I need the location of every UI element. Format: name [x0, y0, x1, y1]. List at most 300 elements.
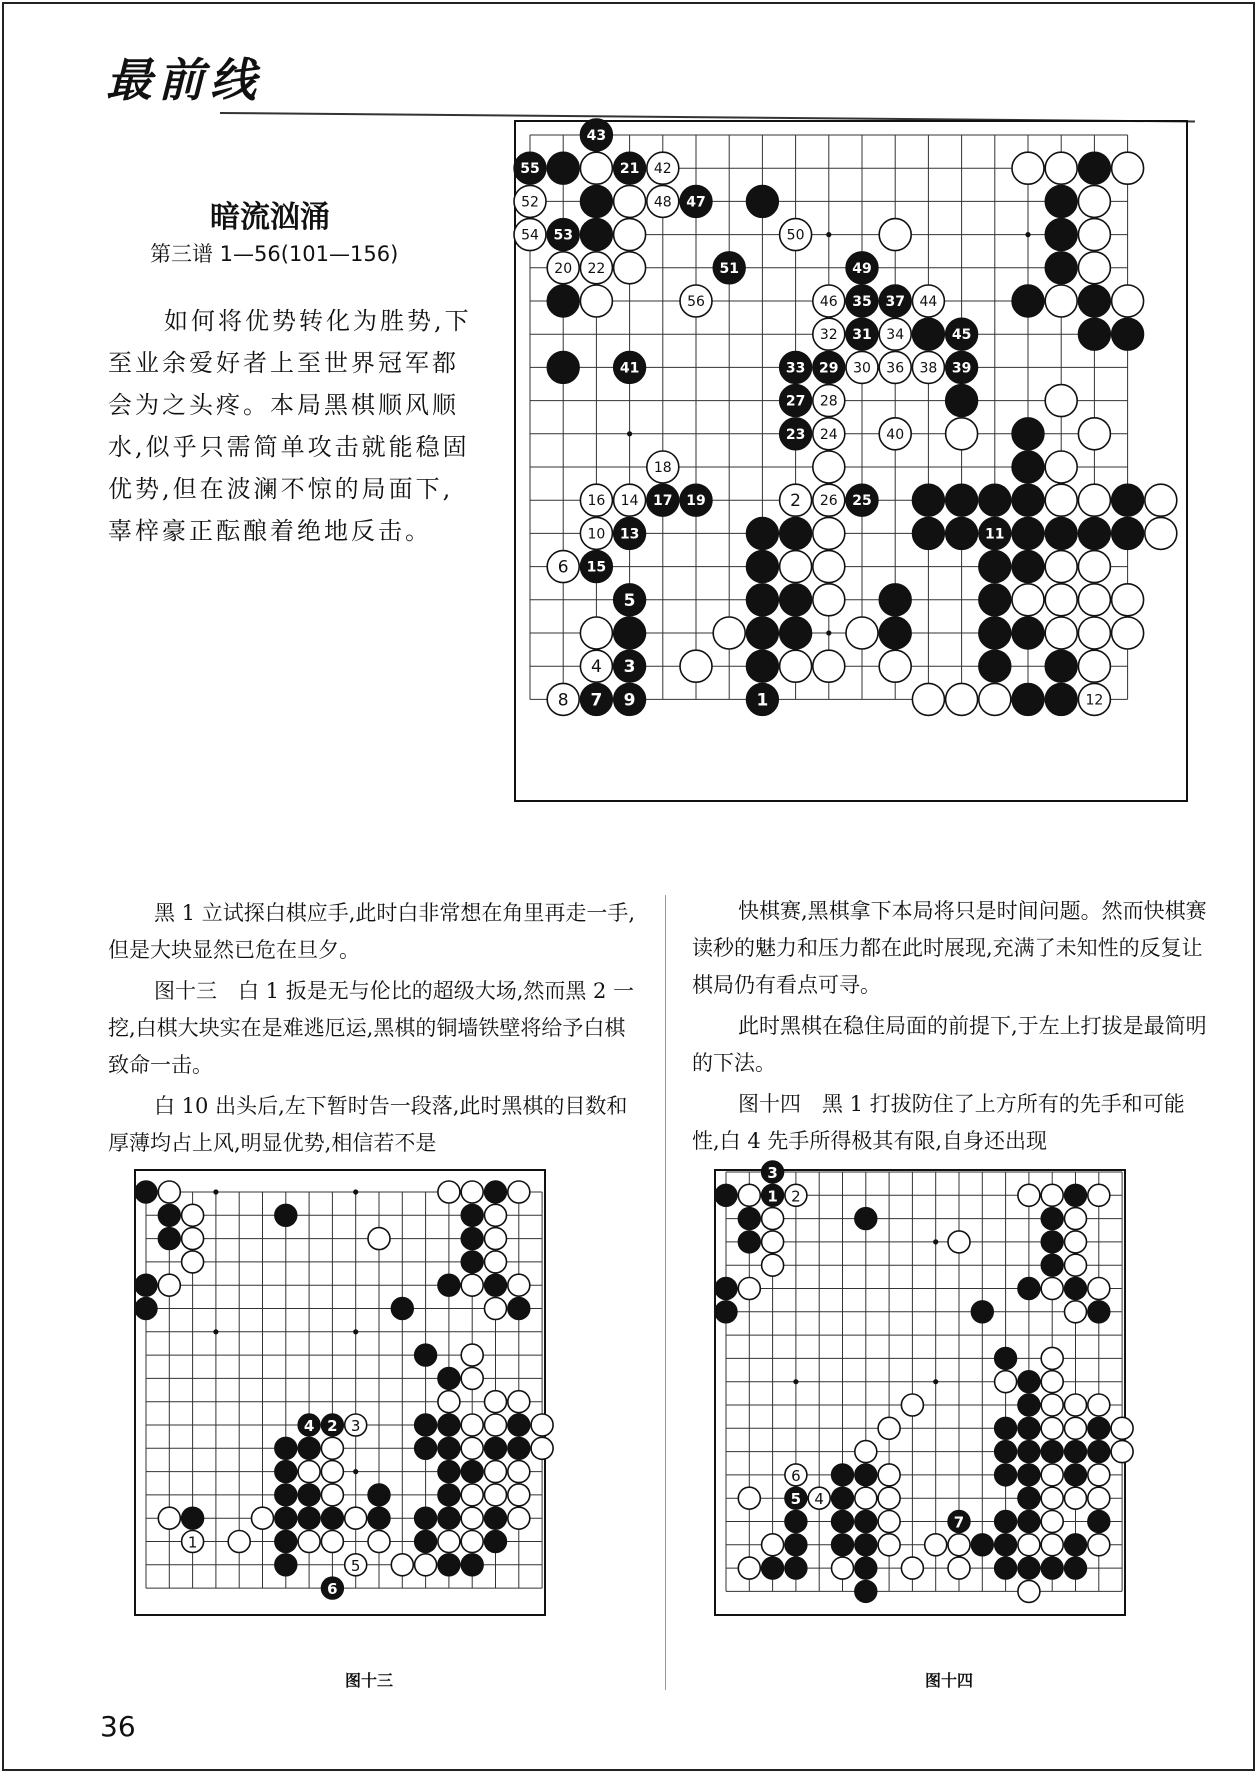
black-stone — [438, 1554, 460, 1576]
move-number: 34 — [886, 327, 905, 344]
white-stone — [508, 1391, 530, 1413]
black-stone — [1045, 650, 1077, 682]
move-number: 2 — [791, 1187, 801, 1206]
white-stone — [485, 1391, 507, 1413]
move-number: 49 — [852, 260, 872, 277]
black-stone — [438, 1507, 460, 1529]
white-stone — [182, 1204, 204, 1226]
white-stone — [461, 1181, 483, 1203]
white-stone — [680, 285, 712, 317]
black-stone — [855, 1580, 877, 1602]
move-number: 33 — [785, 360, 806, 377]
white-stone — [925, 1534, 947, 1556]
white-stone — [228, 1531, 250, 1553]
article-title: 暗流汹涌 — [210, 200, 330, 235]
move-number: 11 — [985, 526, 1005, 543]
black-stone — [1065, 1278, 1087, 1300]
white-stone — [879, 351, 911, 383]
white-stone — [345, 1507, 367, 1529]
white-stone — [879, 318, 911, 350]
black-stone — [746, 650, 778, 682]
white-stone — [614, 484, 646, 516]
black-stone — [275, 1484, 297, 1506]
white-stone — [1065, 1417, 1087, 1439]
black-stone — [879, 285, 911, 317]
white-stone — [1065, 1208, 1087, 1230]
white-stone — [912, 683, 944, 715]
black-stone — [813, 351, 845, 383]
white-stone — [1045, 484, 1077, 516]
white-stone — [1111, 1441, 1133, 1463]
white-stone — [901, 1394, 923, 1416]
white-stone — [808, 1487, 830, 1509]
column-divider — [665, 895, 666, 1690]
white-stone — [878, 1417, 900, 1439]
black-stone — [1018, 1278, 1040, 1300]
move-number: 7 — [953, 1513, 965, 1532]
white-stone — [580, 252, 612, 284]
white-stone — [1078, 584, 1110, 616]
black-stone — [846, 484, 878, 516]
black-stone — [547, 351, 579, 383]
white-stone — [1065, 1394, 1087, 1416]
black-stone — [580, 551, 612, 583]
white-stone — [1018, 1184, 1040, 1206]
white-stone — [846, 617, 878, 649]
move-number: 14 — [620, 493, 639, 510]
white-stone — [1041, 1278, 1063, 1300]
white-stone — [1112, 584, 1144, 616]
black-stone — [1088, 1511, 1110, 1533]
black-stone — [1012, 517, 1044, 549]
move-number: 30 — [853, 360, 871, 377]
black-stone — [508, 1414, 530, 1436]
black-stone — [321, 1577, 343, 1599]
white-stone — [1145, 484, 1177, 516]
white-stone — [1041, 1487, 1063, 1509]
move-number: 20 — [554, 260, 573, 277]
black-stone — [746, 517, 778, 549]
white-stone — [485, 1251, 507, 1273]
black-stone — [946, 351, 978, 383]
black-stone — [275, 1461, 297, 1483]
star-point — [353, 1329, 358, 1334]
black-stone — [1078, 285, 1110, 317]
black-stone — [368, 1484, 390, 1506]
white-stone — [738, 1557, 760, 1579]
white-stone — [1041, 1417, 1063, 1439]
black-stone — [855, 1511, 877, 1533]
black-stone — [485, 1507, 507, 1529]
white-stone — [1065, 1487, 1087, 1509]
white-stone — [580, 617, 612, 649]
black-stone — [979, 517, 1011, 549]
white-stone — [461, 1531, 483, 1553]
white-stone — [813, 418, 845, 450]
move-number: 6 — [791, 1466, 801, 1485]
black-stone — [995, 1417, 1017, 1439]
black-stone — [1088, 1441, 1110, 1463]
black-stone — [746, 683, 778, 715]
article-subtitle: 第三谱 1—56(101—156) — [150, 242, 399, 266]
white-stone — [1045, 285, 1077, 317]
black-stone — [438, 1461, 460, 1483]
white-stone — [321, 1484, 343, 1506]
black-stone — [995, 1557, 1017, 1579]
move-number: 10 — [587, 526, 606, 543]
white-stone — [182, 1251, 204, 1273]
white-stone — [508, 1461, 530, 1483]
white-stone — [780, 484, 812, 516]
black-stone — [995, 1534, 1017, 1556]
black-stone — [1012, 285, 1044, 317]
move-number: 48 — [653, 194, 672, 211]
black-stone — [1018, 1417, 1040, 1439]
white-stone — [995, 1371, 1017, 1393]
black-stone — [946, 318, 978, 350]
white-stone — [614, 219, 646, 251]
white-stone — [1088, 1464, 1110, 1486]
white-stone — [1045, 584, 1077, 616]
black-stone — [832, 1511, 854, 1533]
black-stone — [1112, 484, 1144, 516]
white-stone — [1088, 1184, 1110, 1206]
black-stone — [746, 617, 778, 649]
move-number: 15 — [586, 559, 607, 576]
move-number: 28 — [819, 393, 838, 410]
white-stone — [1018, 1580, 1040, 1602]
white-stone — [321, 1461, 343, 1483]
black-stone — [298, 1414, 320, 1436]
black-stone — [438, 1437, 460, 1459]
white-stone — [846, 351, 878, 383]
move-number: 7 — [590, 690, 603, 711]
white-stone — [785, 1464, 807, 1486]
black-stone — [785, 1487, 807, 1509]
black-stone — [415, 1414, 437, 1436]
black-stone — [780, 418, 812, 450]
black-stone — [832, 1534, 854, 1556]
white-stone — [901, 1557, 923, 1579]
black-stone — [713, 252, 745, 284]
page-number: 36 — [100, 1710, 136, 1743]
black-stone — [461, 1251, 483, 1273]
white-stone — [1078, 418, 1110, 450]
black-stone — [368, 1507, 390, 1529]
white-stone — [1145, 517, 1177, 549]
white-stone — [813, 451, 845, 483]
black-stone — [1088, 1417, 1110, 1439]
white-stone — [298, 1531, 320, 1553]
paragraph: 此时黑棋在稳住局面的前提下,于左上打拔是最简明的下法。 — [692, 1014, 1207, 1075]
black-stone — [832, 1464, 854, 1486]
star-point — [213, 1329, 218, 1334]
white-stone — [1045, 152, 1077, 184]
paragraph: 白 10 出头后,左下暂时告一段落,此时黑棋的目数和厚薄均占上风,明显优势,相信若不是 — [108, 1094, 628, 1155]
white-stone — [1041, 1184, 1063, 1206]
star-point — [353, 1469, 358, 1474]
black-stone — [275, 1554, 297, 1576]
move-number: 5 — [350, 1556, 361, 1575]
black-stone — [946, 385, 978, 417]
move-number: 9 — [623, 690, 636, 711]
white-stone — [321, 1531, 343, 1553]
move-number: 4 — [814, 1490, 824, 1509]
white-stone — [813, 584, 845, 616]
white-stone — [813, 318, 845, 350]
white-stone — [1078, 683, 1110, 715]
go-board-main — [520, 128, 1190, 798]
white-stone — [514, 185, 546, 217]
black-stone — [1012, 617, 1044, 649]
white-stone — [878, 1534, 900, 1556]
white-stone — [1088, 1487, 1110, 1509]
black-stone — [438, 1274, 460, 1296]
white-stone — [878, 1464, 900, 1486]
move-number: 55 — [520, 161, 540, 178]
black-stone — [485, 1274, 507, 1296]
white-stone — [345, 1414, 367, 1436]
black-stone — [832, 1487, 854, 1509]
black-stone — [275, 1437, 297, 1459]
black-stone — [135, 1298, 157, 1320]
black-stone — [1018, 1394, 1040, 1416]
black-stone — [1041, 1441, 1063, 1463]
white-stone — [780, 219, 812, 251]
black-stone — [135, 1274, 157, 1296]
go-board-fig14 — [718, 1164, 1198, 1650]
move-number: 36 — [886, 360, 905, 377]
black-stone — [1041, 1231, 1063, 1253]
star-point — [1025, 232, 1030, 237]
black-stone — [979, 551, 1011, 583]
black-stone — [979, 650, 1011, 682]
white-stone — [461, 1507, 483, 1529]
star-point — [933, 1379, 938, 1384]
white-stone — [813, 285, 845, 317]
black-stone — [135, 1181, 157, 1203]
white-stone — [485, 1461, 507, 1483]
white-stone — [508, 1274, 530, 1296]
white-stone — [1041, 1534, 1063, 1556]
move-number: 4 — [590, 657, 602, 678]
white-stone — [1111, 1417, 1133, 1439]
black-stone — [746, 551, 778, 583]
star-point — [826, 630, 831, 635]
white-stone — [1041, 1464, 1063, 1486]
black-stone — [762, 1161, 784, 1183]
black-stone — [1012, 484, 1044, 516]
move-number: 37 — [885, 294, 905, 310]
white-stone — [878, 1487, 900, 1509]
black-stone — [738, 1208, 760, 1230]
move-number: 13 — [619, 526, 640, 543]
move-number: 1 — [187, 1533, 198, 1552]
white-stone — [461, 1414, 483, 1436]
black-stone — [158, 1228, 180, 1250]
black-stone — [785, 1511, 807, 1533]
white-stone — [1065, 1231, 1087, 1253]
move-number: 26 — [819, 493, 838, 510]
black-stone — [1112, 517, 1144, 549]
black-stone — [461, 1204, 483, 1226]
black-stone — [715, 1278, 737, 1300]
black-stone — [971, 1534, 993, 1556]
white-stone — [298, 1461, 320, 1483]
black-stone — [785, 1557, 807, 1579]
white-stone — [1045, 451, 1077, 483]
black-stone — [182, 1507, 204, 1529]
move-number: 32 — [819, 327, 838, 344]
white-stone — [1112, 152, 1144, 184]
black-stone — [912, 318, 944, 350]
black-stone — [971, 1301, 993, 1323]
masthead: 最前线 — [106, 53, 262, 107]
move-number: 56 — [687, 294, 705, 310]
white-stone — [158, 1507, 180, 1529]
move-number: 3 — [623, 657, 636, 678]
black-stone — [1065, 1534, 1087, 1556]
black-stone — [415, 1344, 437, 1366]
white-stone — [713, 617, 745, 649]
black-stone — [614, 617, 646, 649]
black-stone — [614, 152, 646, 184]
white-stone — [647, 185, 679, 217]
black-stone — [614, 517, 646, 549]
white-stone — [1012, 152, 1044, 184]
white-stone — [321, 1437, 343, 1459]
white-stone — [158, 1181, 180, 1203]
black-stone — [785, 1534, 807, 1556]
black-stone — [1065, 1464, 1087, 1486]
black-stone — [508, 1437, 530, 1459]
black-stone — [780, 517, 812, 549]
black-stone — [614, 650, 646, 682]
white-stone — [580, 285, 612, 317]
black-stone — [547, 219, 579, 251]
white-stone — [547, 683, 579, 715]
white-stone — [912, 285, 944, 317]
white-stone — [879, 219, 911, 251]
black-stone — [508, 1298, 530, 1320]
move-number: 54 — [521, 227, 539, 244]
black-stone — [762, 1557, 784, 1579]
black-stone — [1041, 1557, 1063, 1579]
white-stone — [508, 1507, 530, 1529]
white-stone — [252, 1507, 274, 1529]
white-stone — [1078, 484, 1110, 516]
white-stone — [785, 1184, 807, 1206]
move-number: 6 — [327, 1580, 338, 1599]
black-stone — [995, 1441, 1017, 1463]
black-stone — [1078, 318, 1110, 350]
move-number: 2 — [327, 1417, 338, 1435]
black-stone — [415, 1507, 437, 1529]
black-stone — [298, 1484, 320, 1506]
black-stone — [1065, 1557, 1087, 1579]
white-stone — [485, 1414, 507, 1436]
white-stone — [508, 1484, 530, 1506]
black-stone — [158, 1204, 180, 1226]
move-number: 45 — [951, 327, 972, 344]
white-stone — [680, 650, 712, 682]
black-stone — [948, 1511, 970, 1533]
white-stone — [948, 1534, 970, 1556]
white-stone — [1045, 551, 1077, 583]
white-stone — [762, 1208, 784, 1230]
white-stone — [345, 1554, 367, 1576]
black-stone — [438, 1484, 460, 1506]
white-stone — [832, 1557, 854, 1579]
text-column-right — [692, 893, 1212, 1164]
black-stone — [715, 1301, 737, 1323]
black-stone — [391, 1298, 413, 1320]
white-stone — [1088, 1394, 1110, 1416]
white-stone — [547, 252, 579, 284]
white-stone — [1041, 1394, 1063, 1416]
move-number: 16 — [587, 493, 606, 510]
white-stone — [461, 1484, 483, 1506]
black-stone — [1018, 1487, 1040, 1509]
black-stone — [1041, 1254, 1063, 1276]
white-stone — [1065, 1301, 1087, 1323]
white-stone — [1065, 1254, 1087, 1276]
white-stone — [1045, 617, 1077, 649]
black-stone — [855, 1557, 877, 1579]
black-stone — [1045, 185, 1077, 217]
white-stone — [878, 1511, 900, 1533]
black-stone — [614, 584, 646, 616]
black-stone — [1018, 1557, 1040, 1579]
move-number: 3 — [767, 1164, 778, 1182]
white-stone — [946, 683, 978, 715]
white-stone — [461, 1437, 483, 1459]
black-stone — [746, 584, 778, 616]
black-stone — [275, 1204, 297, 1226]
star-point — [213, 1189, 218, 1194]
move-number: 51 — [719, 260, 739, 277]
white-stone — [946, 418, 978, 450]
white-stone — [368, 1228, 390, 1250]
star-point — [793, 1379, 798, 1384]
move-number: 1 — [756, 690, 769, 711]
black-stone — [580, 219, 612, 251]
white-stone — [647, 451, 679, 483]
black-stone — [855, 1464, 877, 1486]
white-stone — [531, 1414, 553, 1436]
black-stone — [879, 584, 911, 616]
black-stone — [680, 185, 712, 217]
move-number: 38 — [919, 360, 938, 377]
white-stone — [1045, 385, 1077, 417]
black-stone — [614, 683, 646, 715]
black-stone — [879, 617, 911, 649]
white-stone — [979, 683, 1011, 715]
move-number: 31 — [852, 327, 872, 344]
white-stone — [461, 1274, 483, 1296]
paragraph: 快棋赛,黑棋拿下本局将只是时间问题。然而快棋赛读秒的魅力和压力都在此时展现,充满了未知性的反复让棋局仍有看点可寻。 — [692, 899, 1207, 997]
white-stone — [738, 1487, 760, 1509]
black-stone — [1012, 551, 1044, 583]
white-stone — [813, 551, 845, 583]
black-stone — [1078, 152, 1110, 184]
move-number: 5 — [790, 1490, 802, 1509]
black-stone — [780, 584, 812, 616]
move-number: 25 — [852, 493, 872, 510]
white-stone — [1078, 650, 1110, 682]
white-stone — [762, 1231, 784, 1253]
black-stone — [580, 119, 612, 151]
